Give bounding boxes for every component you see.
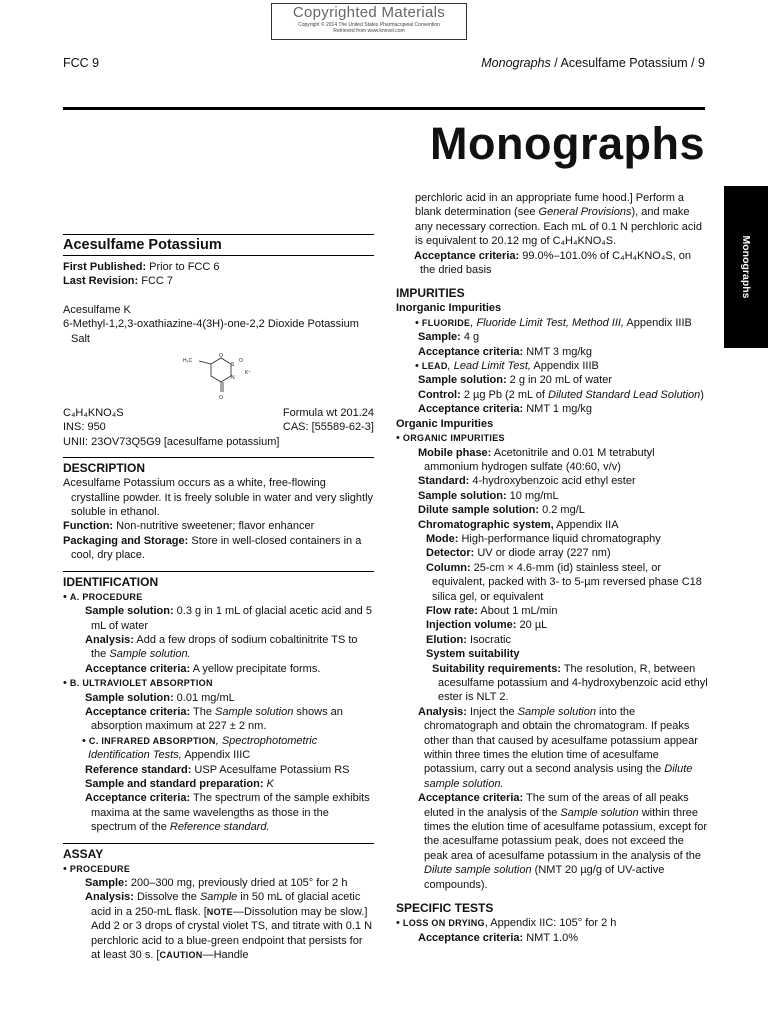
structure-label-o-top: O	[239, 358, 243, 365]
formula-weight: Formula wt 201.24	[282, 407, 374, 420]
right-column	[396, 191, 708, 945]
ident-c-label: • C. INFRARED ABSORPTION, Spectrophotometric Identification Tests, Appendix IIIC	[63, 734, 374, 763]
structure-label-o-bottom: O	[219, 395, 223, 402]
elution: Elution: Isocratic	[426, 633, 511, 646]
assay-acceptance: Acceptance criteria: 99.0%–101.0% of C₄H₄KNO₄S, on the dried basis	[414, 249, 692, 277]
lead-control: Control: 2 µg Pb (2 mL of Diluted Standard Lead Solution)	[418, 388, 704, 401]
lead-acceptance: Acceptance criteria: NMT 1 mg/kg	[418, 403, 593, 416]
chromatographic-system: Chromatographic system, Appendix IIA	[418, 518, 619, 531]
structure-label-o-ring: O	[219, 353, 223, 360]
thumb-tab-label: Monographs	[740, 235, 753, 299]
structure-label-n: N	[231, 375, 235, 382]
molecular-formula: C₄H₄KNO₄S	[63, 407, 124, 420]
organic-acceptance: Acceptance criteria: The sum of the areas of all peaks eluted in the analysis of the Sample solution within three times the elution time of acesulfame potassium, except for the acesulfame potassium peak, does not exceed the peak area of acesulfame potassium in the analysis of the Dilute sample solution (NMT 20 µg/g of UV-active compounds).	[418, 792, 708, 891]
specific-tests-heading: SPECIFIC TESTS	[396, 901, 494, 916]
suitability-requirements: Suitability requirements: The resolution, R, between acesulfame potassium and 4-hydroxybenzoic acid ethyl ester is NLT 2.	[432, 662, 708, 704]
stamp-line-1: Copyright © 2014 The United States Pharmacopeial Convention	[298, 22, 440, 28]
organic-analysis: Analysis: Inject the Sample solution into the chromatograph and obtain the chromatogram. If peaks other than that caused by acesulfame potassium appear within three times the elution time of acesulfame potassium, carry out a second analysis using the Dilute sample solution.	[418, 705, 698, 790]
ident-b-label: • B. ULTRAVIOLET ABSORPTION	[63, 676, 374, 690]
description-text: Acesulfame Potassium occurs as a white, free-flowing crystalline powder. It is freely soluble in water and very slightly soluble in ethanol.	[63, 477, 374, 519]
ident-c-reference: Reference standard: USP Acesulfame Potassium RS	[85, 763, 350, 776]
fluoride-label: • FLUORIDE, Fluoride Limit Test, Method III, Appendix IIIB	[396, 316, 708, 330]
cas-number: CAS: [55589-62-3]	[282, 421, 374, 434]
unii: UNII: 23OV73Q5G9 [acesulfame potassium]	[63, 435, 280, 448]
formula-row	[63, 406, 374, 420]
synonym: Acesulfame K	[63, 303, 131, 316]
monograph-title: Acesulfame Potassium	[63, 234, 374, 256]
structure-label-s: S	[231, 362, 235, 369]
chemical-name: 6-Methyl-1,2,3-oxathiazine-4(3H)-one-2,2 Dioxide Potassium Salt	[63, 318, 359, 345]
running-header-left: FCC 9	[63, 56, 100, 70]
description-heading: DESCRIPTION	[63, 457, 374, 476]
copyright-stamp	[271, 3, 467, 40]
assay-analysis: Analysis: Dissolve the Sample in 50 mL of glacial acetic acid in a 250-mL flask. [NOTE—Dissolution may be slow.] Add 2 or 3 drops of crystal violet TS, and titrate with 0.1 N perchloric acid to a blue-green endpoint that persists for at least 30 s. [CAUTION—Handle	[85, 891, 373, 962]
assay-continuation: perchloric acid in an appropriate fume hood.] Perform a blank determination (see General Provisions), and make any necessary correction. Each mL of 0.1 N perchloric acid is equivalent to 20.12 mg of C₄H₄KNO₄S.	[415, 192, 702, 248]
system-suitability: System suitability	[426, 648, 520, 661]
dilute-sample-solution: Dilute sample solution: 0.2 mg/L	[418, 504, 585, 517]
ident-a-label: • A. PROCEDURE	[63, 590, 374, 604]
last-revision: Last Revision: FCC 7	[63, 275, 174, 288]
fluoride-sample: Sample: 4 g	[418, 331, 480, 344]
mode: Mode: High-performance liquid chromatography	[426, 532, 661, 545]
running-header-right	[481, 56, 705, 70]
organic-impurities-heading: Organic Impurities	[396, 417, 494, 430]
ins-number: INS: 950	[63, 421, 106, 434]
ident-b-sample: Sample solution: 0.01 mg/mL	[85, 691, 235, 704]
lead-label: • LEAD, Lead Limit Test, Appendix IIIB	[396, 359, 708, 373]
identification-heading: IDENTIFICATION	[63, 571, 374, 590]
organic-impurities-label: • ORGANIC IMPURITIES	[396, 431, 708, 445]
ins-cas-row	[63, 420, 374, 434]
structure-label-k: K⁺	[245, 370, 251, 377]
inorganic-impurities-heading: Inorganic Impurities	[396, 302, 502, 315]
ident-b-acceptance: Acceptance criteria: The Sample solution shows an absorption maximum at 227 ± 2 nm.	[85, 705, 343, 733]
ident-a-sample: Sample solution: 0.3 g in 1 mL of glacial acetic acid and 5 mL of water	[85, 605, 372, 632]
ident-c-preparation: Sample and standard preparation: K	[85, 777, 274, 790]
section-title: Monographs	[430, 118, 705, 169]
running-header-page: / Acesulfame Potassium / 9	[550, 56, 705, 70]
impurities-heading: IMPURITIES	[396, 286, 465, 301]
standard: Standard: 4-hydroxybenzoic acid ethyl ester	[418, 475, 636, 488]
running-header-section: Monographs	[481, 56, 551, 70]
column: Column: 25-cm × 4.6-mm (id) stainless steel, or equivalent, packed with 3- to 5-µm reversed phase C18 silica gel, or equivalent	[426, 561, 702, 603]
assay-procedure-label: • PROCEDURE	[63, 862, 374, 876]
function: Function: Non-nutritive sweetener; flavor enhancer	[63, 520, 315, 533]
stamp-title: Copyrighted Materials	[292, 4, 446, 21]
assay-sample: Sample: 200–300 mg, previously dried at 105° for 2 h	[85, 877, 348, 889]
injection-volume: Injection volume: 20 µL	[426, 619, 548, 632]
structure-label-ch3: H₃C	[183, 358, 193, 365]
packaging: Packaging and Storage: Store in well-closed containers in a cool, dry place.	[63, 534, 362, 562]
fluoride-acceptance: Acceptance criteria: NMT 3 mg/kg	[418, 345, 593, 358]
lead-sample: Sample solution: 2 g in 20 mL of water	[418, 374, 612, 387]
flow-rate: Flow rate: About 1 mL/min	[426, 604, 558, 617]
structure-diagram	[181, 352, 263, 402]
detector: Detector: UV or diode array (227 nm)	[426, 547, 611, 560]
loss-on-drying: • LOSS ON DRYING, Appendix IIC: 105° for 2 h	[396, 916, 708, 930]
assay-heading: ASSAY	[63, 843, 374, 862]
sample-solution: Sample solution: 10 mg/mL	[418, 489, 559, 502]
thumb-tab	[724, 186, 768, 348]
ident-a-analysis: Analysis: Add a few drops of sodium cobaltinitrite TS to the Sample solution.	[85, 633, 358, 661]
first-published: First Published: Prior to FCC 6	[63, 261, 220, 273]
header-rule	[63, 107, 705, 110]
ident-a-acceptance: Acceptance criteria: A yellow precipitate forms.	[85, 662, 321, 675]
left-column	[63, 234, 374, 962]
mobile-phase: Mobile phase: Acetonitrile and 0.01 M tetrabutyl ammonium hydrogen sulfate (40:60, v/v)	[418, 446, 655, 473]
stamp-line-2: Retrieved from www.knovel.com	[333, 28, 405, 34]
loss-on-drying-acceptance: Acceptance criteria: NMT 1.0%	[418, 931, 578, 944]
ident-c-acceptance: Acceptance criteria: The spectrum of the sample exhibits maxima at the same wavelengths as those in the spectrum of the Reference standard.	[85, 792, 370, 834]
